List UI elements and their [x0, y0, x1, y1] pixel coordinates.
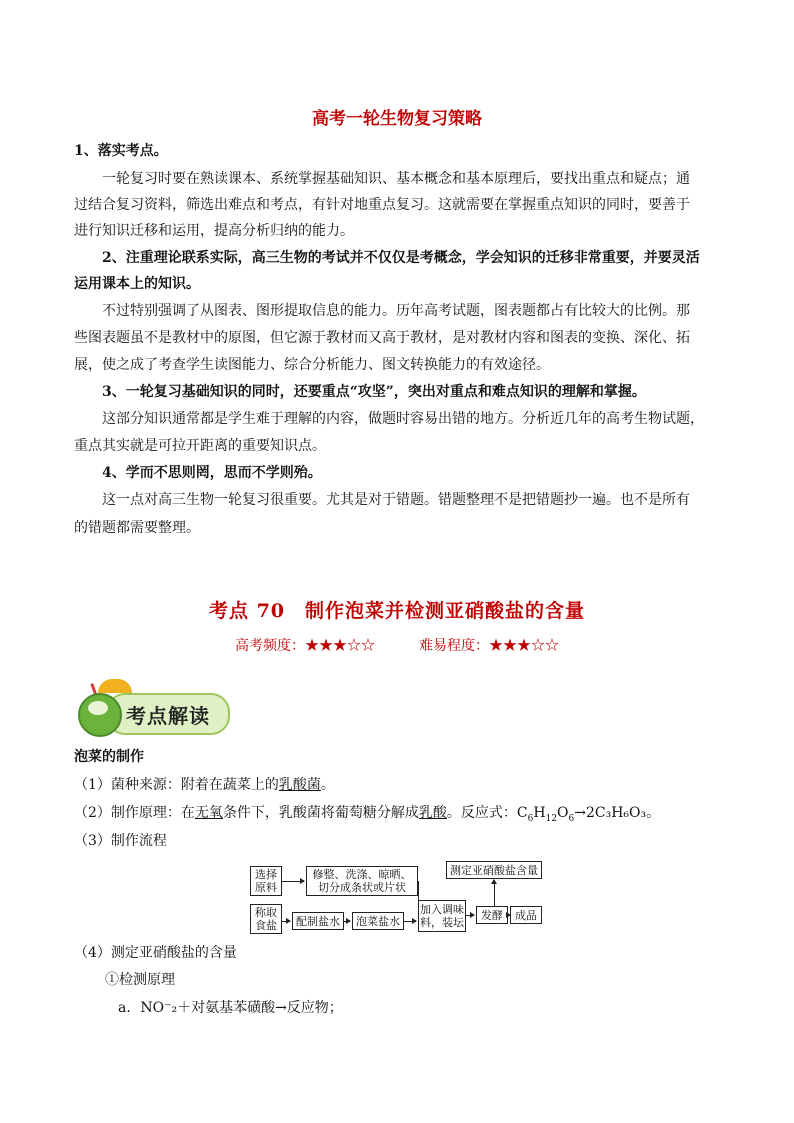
umbrella-icon	[98, 679, 132, 693]
flow-arrow	[508, 915, 510, 916]
point-3-heading: 3、一轮复习基础知识的同时，还要重点“攻坚”，突出对重点和难点知识的理解和掌握。	[102, 384, 646, 400]
point-1-text: 一轮复习时要在熟读课本、系统掌握基础知识、基本概念和基本原理后，要找出重点和疑点；通	[102, 171, 690, 187]
point-3-text: 重点其实就是可拉开距离的重要知识点。	[74, 438, 326, 454]
point-2-text: 不过特别强调了从图表、图形提取信息的能力。历年高考试题，图表题都占有比较大的比例。那	[102, 303, 690, 319]
item-4-sub-1: ①检测原理	[105, 972, 175, 988]
difficulty-label: 难易程度：	[419, 638, 489, 654]
flow-arrow-up	[494, 880, 495, 906]
flow-box-brine: 配制盐水	[292, 912, 344, 930]
flow-arrow	[344, 921, 350, 922]
flow-arrow	[282, 881, 304, 882]
point-2-heading: 运用课本上的知识。	[74, 276, 200, 292]
flow-box-prepare: 修整、洗涤、晾晒、 切分成条状或片状	[306, 866, 418, 896]
flow-box-ferment: 发酵	[476, 906, 508, 924]
flow-arrow	[282, 921, 290, 922]
point-4-heading: 4、学而不思则罔，思而不学则殆。	[102, 465, 322, 481]
point-2-heading: 2、注重理论联系实际，高三生物的考试并不仅仅是考概念，学会知识的迁移非常重要，并要灵活	[102, 250, 700, 266]
section-banner	[74, 679, 228, 735]
flow-arrow	[466, 915, 474, 916]
page-title: 高考一轮生物复习策略	[312, 109, 482, 129]
point-2-text: 展，使之成了考查学生读图能力、综合分析能力、图文转换能力的有效途径。	[74, 357, 550, 373]
flow-box-add-seasoning: 加入调味 料，装坛	[418, 900, 466, 932]
frequency-stars: ★★★☆☆	[305, 638, 375, 654]
point-1-text: 进行知识迁移和运用，提高分析归纳的能力。	[74, 223, 354, 239]
flow-box-weigh-salt: 称取 食盐	[250, 904, 282, 934]
flow-connector	[418, 881, 419, 900]
point-1-text: 过结合复习资料，筛选出难点和考点，有针对地重点复习。这就需要在掌握重点知识的同时，要善于	[74, 197, 690, 213]
topic-heading: 考点 70 制作泡菜并检测亚硝酸盐的含量	[208, 600, 586, 622]
point-4-text: 的错题都需要整理。	[74, 520, 200, 536]
banner-label: 考点解读	[126, 704, 210, 728]
frequency-label: 高考频度：	[235, 638, 305, 654]
item-4-sub-a: a．NO⁻₂＋对氨基苯磺酸→反应物；	[118, 1000, 343, 1016]
coconut-icon	[78, 693, 122, 737]
point-1-heading: 1、落实考点。	[74, 143, 168, 159]
item-4: （4）测定亚硝酸盐的含量	[74, 945, 237, 961]
flow-box-select: 选择 原料	[250, 866, 282, 896]
rating-row	[0, 635, 794, 655]
section-title: 泡菜的制作	[74, 749, 144, 765]
process-flowchart	[250, 858, 550, 938]
item-3: （3）制作流程	[74, 833, 167, 849]
coconut-inner-icon	[88, 701, 108, 715]
point-2-text: 些图表题虽不是教材中的原图，但它源于教材而又高于教材，是对教材内容和图表的变换、深化、拓	[74, 330, 690, 346]
item-2: （2）制作原理：在无氧条件下，乳酸菌将葡萄糖分解成乳酸。反应式：$C_6H_{12}O_6\to 2C_3H_6O_3$。	[74, 805, 661, 824]
flow-arrow	[404, 921, 416, 922]
flow-box-product: 成品	[510, 906, 542, 924]
point-3-text: 这部分知识通常都是学生难于理解的内容，做题时容易出错的地方。分析近几年的高考生物试题，	[102, 411, 704, 427]
point-4-text: 这一点对高三生物一轮复习很重要。尤其是对于错题。错题整理不是把错题抄一遍。也不是所有	[102, 492, 690, 508]
item-1: （1）菌种来源：附着在蔬菜上的乳酸菌。	[74, 777, 335, 793]
flow-box-measure-nitrite: 测定亚硝酸盐含量	[446, 861, 542, 879]
difficulty-stars: ★★★☆☆	[489, 638, 559, 654]
flow-box-pickle-brine: 泡菜盐水	[352, 912, 404, 930]
